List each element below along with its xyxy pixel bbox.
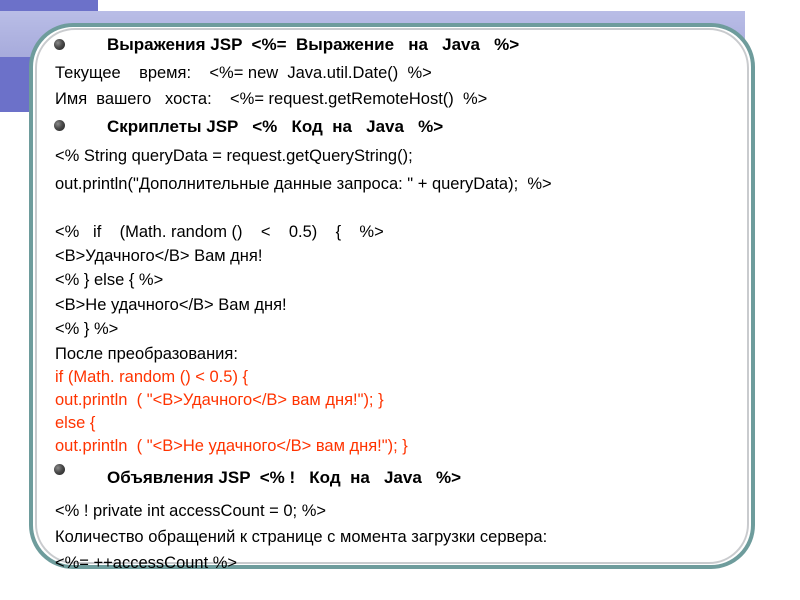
text-line: <% } else { %> [55,271,164,289]
section-heading-scriptlets: Скриплеты JSP <% Код на Java %> [107,117,444,136]
bullet-icon [54,120,65,131]
text-line: Количество обращений к странице с момента загрузки сервера: [55,528,548,546]
text-line: <% ! private int accessCount = 0; %> [55,502,327,520]
bullet-icon [54,39,65,50]
text-line: out.println("Дополнительные данные запроса: " + queryData); %> [55,175,552,193]
section-heading-expressions: Выражения JSP <%= Выражение на Java %> [107,35,520,54]
text-line: <B>Удачного</B> Вам дня! [55,247,263,265]
code-line-red: if (Math. random () < 0.5) { [55,368,249,386]
text-line: <% if (Math. random () < 0.5) { %> [55,223,384,241]
bullet-icon [54,464,65,475]
code-line-red: else { [55,414,96,432]
text-line: После преобразования: [55,345,238,363]
text-line: <% String queryData = request.getQueryString(); [55,147,413,165]
section-heading-declarations: Объявления JSP <% ! Код на Java %> [107,468,461,487]
code-line-red: out.println ( "<B>Не удачного</B> вам дня!"); } [55,437,408,455]
text-line: <% } %> [55,320,119,338]
code-line-red: out.println ( "<B>Удачного</B> вам дня!"); } [55,391,384,409]
text-line: Имя вашего хоста: <%= request.getRemoteHost() %> [55,90,488,108]
text-line: Текущее время: <%= new Java.util.Date() %> [55,64,432,82]
text-line: <B>Не удачного</B> Вам дня! [55,296,287,314]
text-line: <%= ++accessCount %> [55,554,238,572]
